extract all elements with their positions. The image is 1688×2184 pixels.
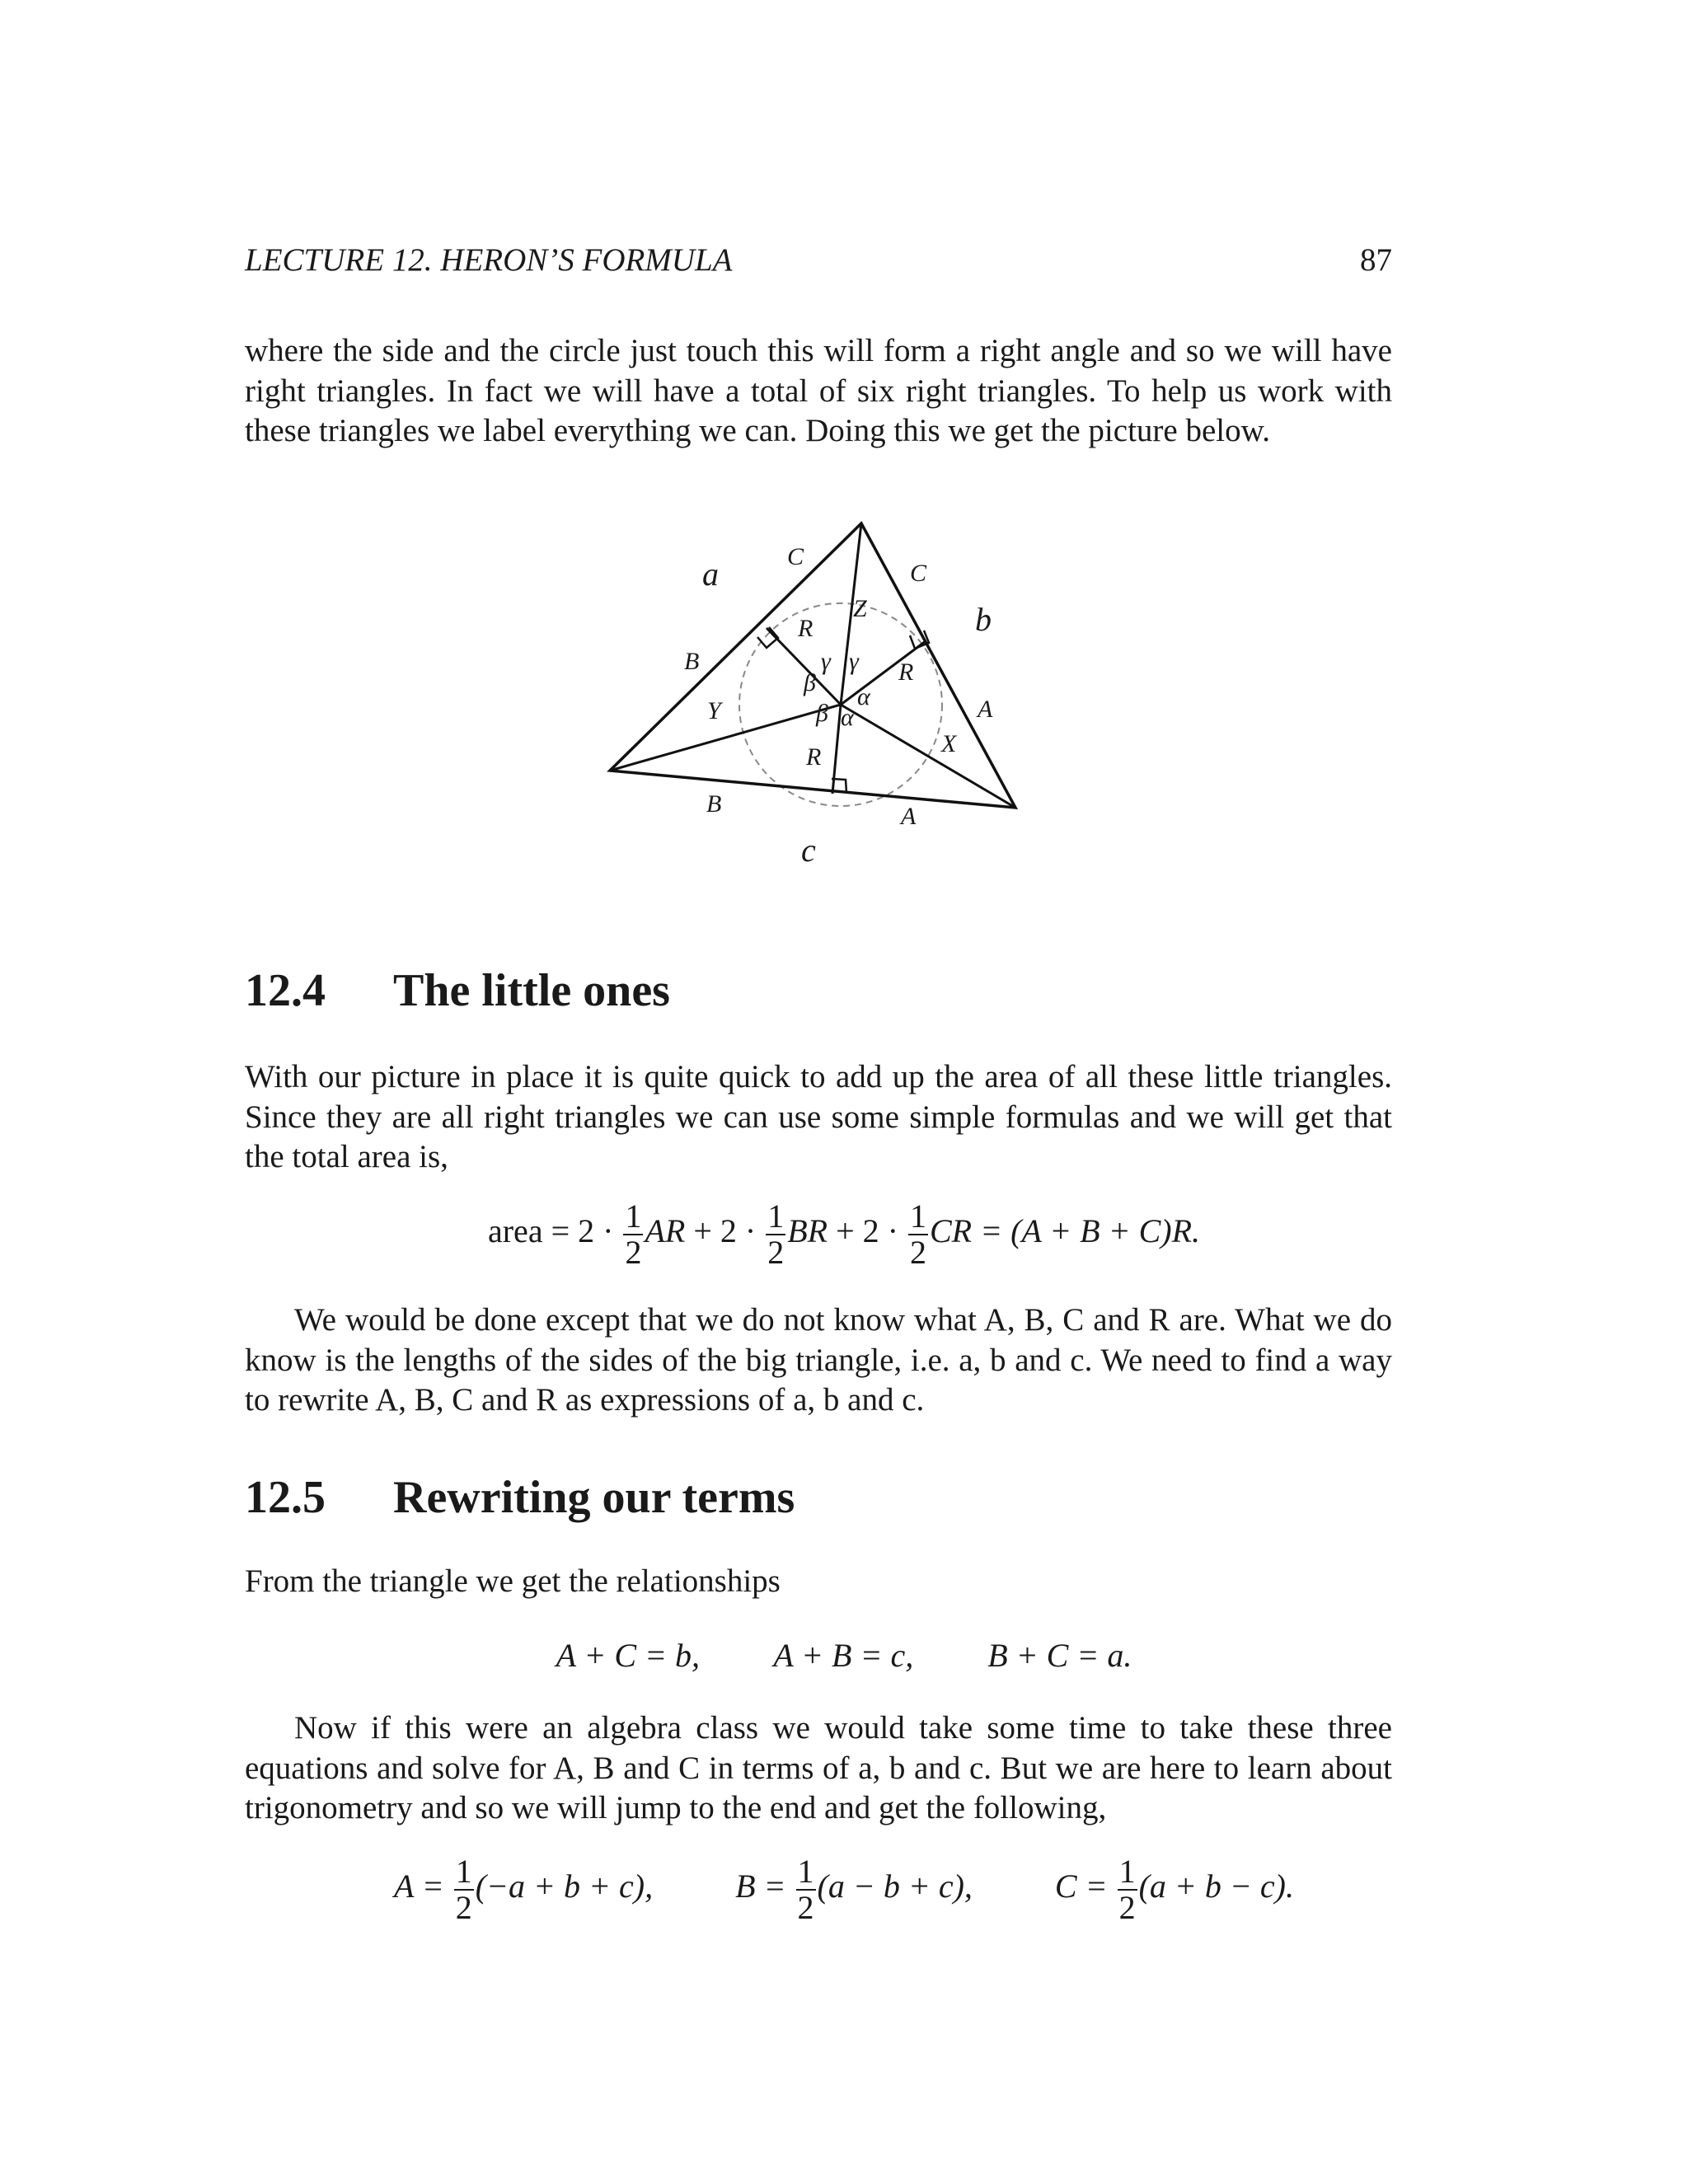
running-title: LECTURE 12. HERON’S FORMULA — [245, 242, 733, 278]
eq-term2-var: BR — [787, 1212, 828, 1250]
solution-B-lhs: B = — [735, 1868, 786, 1905]
relation-3: B + C = a. — [987, 1637, 1132, 1674]
section-title: The little ones — [393, 965, 670, 1016]
section-heading-12-5 — [245, 1471, 795, 1524]
label-alpha-bottom: α — [841, 704, 854, 731]
label-seg-C-right: C — [910, 560, 927, 587]
eq-fraction-1: $\frac{1}{2}$ — [625, 1197, 642, 1271]
eq-lhs: area — [487, 1212, 543, 1250]
section-number: 12.4 — [245, 965, 326, 1016]
eq-term1-var: AR — [645, 1212, 686, 1250]
solution-A-lhs: A = — [394, 1868, 444, 1905]
solution-B-fraction: $\frac{1}{2}$ — [797, 1853, 814, 1926]
label-seg-B-bottom: B — [706, 790, 722, 818]
solution-C-lhs: C = — [1054, 1868, 1108, 1905]
label-R-right: R — [898, 658, 914, 686]
relations-equations — [0, 1636, 1688, 1675]
label-R-top: R — [798, 615, 814, 642]
solution-A-fraction: $\frac{1}{2}$ — [455, 1853, 472, 1926]
label-X: X — [941, 730, 957, 757]
label-beta-top: β — [804, 669, 816, 696]
page-number: 87 — [1360, 242, 1392, 278]
section-heading-12-4 — [245, 964, 670, 1017]
eq-rhs: = (A + B + C)R. — [980, 1212, 1200, 1250]
label-gamma-left: γ — [821, 648, 831, 675]
eq-term3-coef: + 2 · — [836, 1212, 898, 1250]
solution-C-fraction: $\frac{1}{2}$ — [1118, 1853, 1136, 1926]
intro-paragraph: where the side and the circle just touch this will form a right angle and so we will have right triangles. In fact we will have a total of six right triangles. To help us work with these triangles we label everything we can. Doing this we get the picture below. — [245, 333, 1392, 448]
area-equation — [0, 1199, 1688, 1270]
label-seg-B-left: B — [684, 648, 700, 675]
section-12-4-paragraph: With our picture in place it is quite quick to add up the area of all these little triangles. Since they are all right triangles we can use some simple formulas and we will get that the total area is, — [245, 1059, 1392, 1174]
incircle-triangle-figure — [577, 511, 1104, 874]
label-beta-bottom: β — [816, 700, 828, 727]
section-title: Rewriting our terms — [393, 1472, 795, 1523]
eq-term3-var: CR — [930, 1212, 973, 1250]
solution-C-rhs: (a + b − c). — [1138, 1868, 1294, 1905]
eq-term2-coef: + 2 · — [693, 1212, 757, 1250]
solution-A-rhs: (−a + b + c), — [475, 1868, 654, 1905]
eq-term1-coef: = 2 · — [551, 1212, 614, 1250]
section-12-5-paragraph-2: Now if this were an algebra class we would take some time to take these three equations and solve for A, B and C in terms of a, b and c. But we are here to learn about trigonometry and so we will jump to the end and get the following, — [245, 1710, 1392, 1825]
solution-equations — [0, 1854, 1688, 1925]
relation-2: A + B = c, — [773, 1637, 914, 1674]
eq-fraction-2: $\frac{1}{2}$ — [767, 1197, 785, 1271]
section-12-5-paragraph: From the triangle we get the relationships — [245, 1563, 781, 1599]
label-Y: Y — [707, 697, 721, 724]
running-header — [245, 241, 1392, 283]
label-seg-A-right: A — [978, 696, 993, 723]
section-number: 12.5 — [245, 1472, 326, 1523]
label-side-a: a — [702, 555, 719, 593]
solution-B-rhs: (a − b + c), — [817, 1868, 973, 1905]
label-side-b: b — [975, 601, 992, 638]
label-alpha-top: α — [857, 683, 870, 710]
section-12-4-paragraph-2: We would be done except that we do not know what A, B, C and R are. What we do know is the lengths of the sides of the big triangle, i.e. a, b and c. We need to find a way to rewrite A, B, C and R as expressions of a, b and c. — [245, 1302, 1392, 1418]
eq-fraction-3: $\frac{1}{2}$ — [910, 1197, 926, 1271]
label-Z: Z — [853, 595, 867, 622]
label-seg-A-bottom: A — [901, 803, 917, 830]
label-seg-C-left: C — [787, 543, 804, 570]
relation-1: A + C = b, — [556, 1637, 701, 1674]
label-R-bottom: R — [806, 743, 822, 771]
label-side-c: c — [801, 832, 816, 869]
label-gamma-right: γ — [849, 648, 859, 675]
